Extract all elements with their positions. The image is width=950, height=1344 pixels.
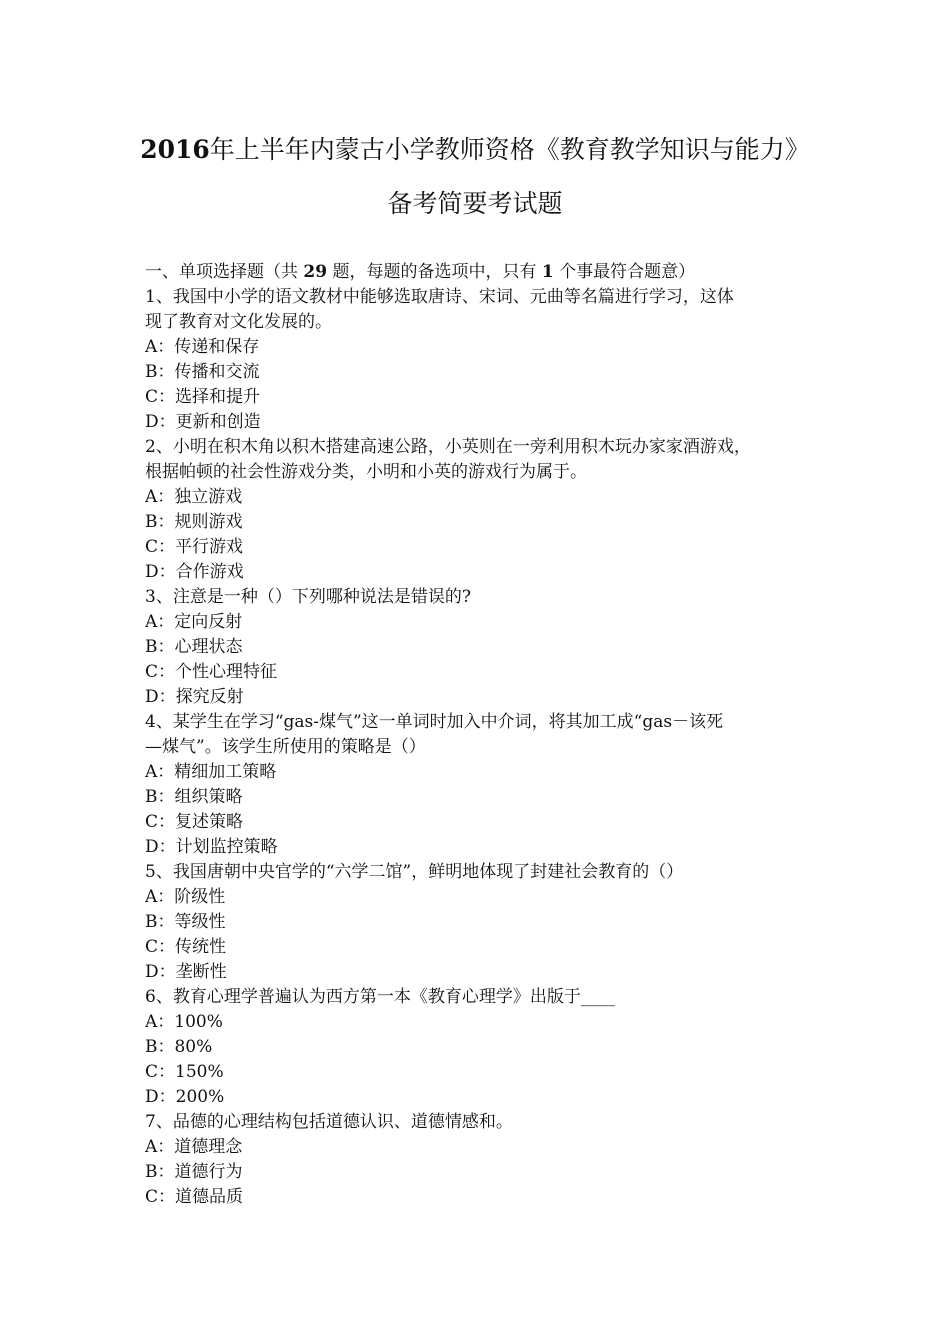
answer-option: B：80%: [145, 1037, 213, 1057]
answer-option: A：100%: [145, 1012, 223, 1032]
answer-option: B：等级性: [145, 912, 226, 932]
section-middle: 题，每题的备选项中，只有: [327, 262, 542, 282]
question-text: 2、小明在积木角以积木搭建高速公路，小英则在一旁利用积木玩办家家酒游戏，: [145, 437, 751, 457]
section-heading: [145, 260, 810, 285]
answer-option: C：选择和提升: [145, 387, 261, 407]
question-text: 3、注意是一种（）下列哪种说法是错误的?: [145, 587, 471, 607]
section-one: 1: [541, 262, 554, 282]
question-text: —煤气”。该学生所使用的策略是（）: [145, 737, 426, 757]
answer-option: D：合作游戏: [145, 562, 244, 582]
answer-option: A：道德理念: [145, 1137, 243, 1157]
answer-option: A：独立游戏: [145, 487, 243, 507]
answer-option: D：200%: [145, 1087, 225, 1107]
answer-option: D：更新和创造: [145, 412, 261, 432]
answer-option: D：垄断性: [145, 962, 227, 982]
question-text: 4、某学生在学习“gas-煤气”这一单词时加入中介词，将其加工成“gas－该死: [145, 712, 724, 732]
answer-option: C：平行游戏: [145, 537, 244, 557]
section-suffix: 个事最符合题意）: [553, 262, 696, 282]
document-title-line1: [0, 130, 950, 170]
title-rest: 年上半年内蒙古小学教师资格《教育教学知识与能力》: [209, 135, 810, 164]
answer-option: D：探究反射: [145, 687, 244, 707]
question-text: 根据帕顿的社会性游戏分类，小明和小英的游戏行为属于。: [145, 462, 587, 482]
document-title-line2: 备考简要考试题: [387, 189, 563, 218]
answer-option: C：复述策略: [145, 812, 244, 832]
answer-option: B：道德行为: [145, 1162, 243, 1182]
answer-option: A：传递和保存: [145, 337, 260, 357]
answer-option: C：个性心理特征: [145, 662, 278, 682]
question-text: 7、品德的心理结构包括道德认识、道德情感和。: [145, 1112, 513, 1132]
question-text: 现了教育对文化发展的。: [145, 312, 332, 332]
document-body: [145, 260, 810, 1210]
answer-option: C：150%: [145, 1062, 224, 1082]
answer-option: B：组织策略: [145, 787, 243, 807]
answer-option: A：阶级性: [145, 887, 226, 907]
answer-option: D：计划监控策略: [145, 837, 278, 857]
answer-option: C：传统性: [145, 937, 227, 957]
title-year: 2016: [140, 135, 210, 164]
answer-option: B：传播和交流: [145, 362, 260, 382]
answer-option: A：精细加工策略: [145, 762, 277, 782]
answer-option: B：规则游戏: [145, 512, 243, 532]
section-count: 29: [303, 262, 328, 282]
question-text: 1、我国中小学的语文教材中能够选取唐诗、宋词、元曲等名篇进行学习，这体: [145, 287, 734, 307]
answer-option: B：心理状态: [145, 637, 243, 657]
answer-option: C：道德品质: [145, 1187, 244, 1207]
answer-option: A：定向反射: [145, 612, 243, 632]
question-text: 5、我国唐朝中央官学的“六学二馆”，鲜明地体现了封建社会教育的（）: [145, 862, 684, 882]
section-prefix: 一、单项选择题（共: [145, 262, 304, 282]
question-text: 6、教育心理学普遍认为西方第一本《教育心理学》出版于____: [145, 987, 615, 1007]
